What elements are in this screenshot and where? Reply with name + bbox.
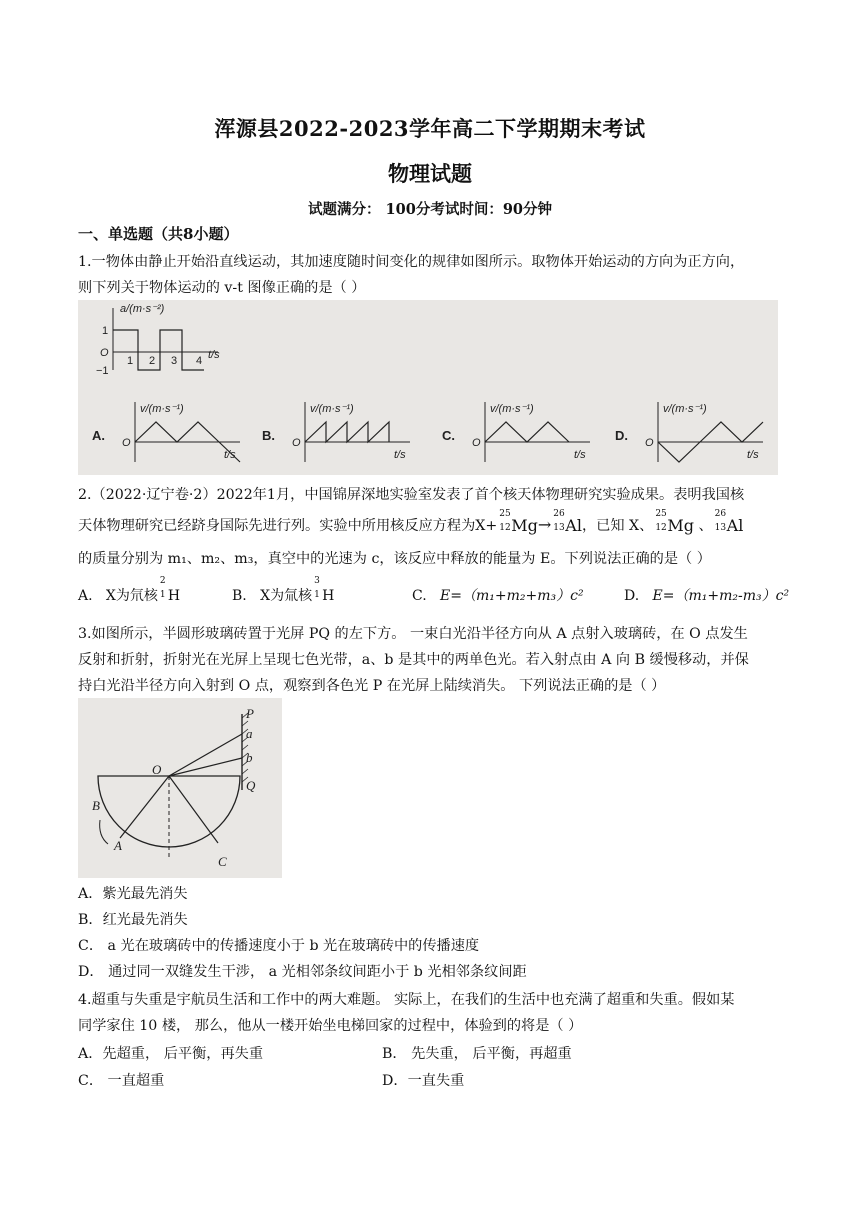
q2-al-symbol: Al <box>565 515 582 535</box>
q2-option-D-label: D. <box>624 588 640 604</box>
q2-option-C[interactable] <box>412 585 584 605</box>
q1-A-v-axis: v/(m·s⁻¹) <box>140 403 184 415</box>
q3-label-C: C <box>218 854 227 869</box>
q1-D-t-axis: t/s <box>747 449 759 461</box>
q2-al-charge: 13 <box>553 522 565 533</box>
q3-label-A: A <box>114 838 122 853</box>
q3-figure <box>78 698 282 878</box>
q2-arrow: → <box>537 515 552 534</box>
q4-option-A[interactable]: A．先超重， 后平衡，再失重 <box>78 1046 264 1062</box>
q2-al2-charge: 13 <box>714 522 727 533</box>
q1-option-B-label: B. <box>262 428 275 443</box>
q2-al2-mass: 26 <box>714 508 727 519</box>
q2-mg2-symbol: Mg <box>667 515 694 535</box>
q3-option-A[interactable]: A．紫光最先消失 <box>78 886 188 902</box>
q1-option-A-label: A. <box>92 428 105 443</box>
q3-diagram <box>78 698 282 878</box>
q1-A-t-axis: t/s <box>224 449 236 461</box>
q2-A-symbol: H <box>167 588 181 604</box>
q3-option-B[interactable]: B．红光最先消失 <box>78 912 188 928</box>
q1-at-tick-1: 1 <box>127 355 134 367</box>
q2-line2-tail: ，已知 X、 <box>581 518 654 534</box>
exam-info: 试题满分： 100分考试时间：90分钟 <box>308 201 552 218</box>
q1-at-graph <box>96 303 220 377</box>
q2-line2-text: 天体物理研究已经跻身国际先进行列。实验中所用核反应方程为X+ <box>78 518 498 534</box>
q3-label-O: O <box>152 762 162 777</box>
q2-al2-symbol: Al <box>726 515 744 535</box>
q1-at-t-label: t/s <box>208 349 220 361</box>
q2-al-mass: 26 <box>553 508 565 519</box>
q2-option-D-text: E=（m₁+m₂-m₃）c² <box>652 588 790 604</box>
q4-option-D[interactable]: D．一直失重 <box>382 1073 465 1089</box>
q3-label-a: a <box>246 726 253 741</box>
q2-stem-line3: 的质量分别为 m₁、m₂、m₃，真空中的光速为 c，该反应中释放的能量为 E。下列说法正确的是（ ） <box>78 551 711 567</box>
q1-option-D-label: D. <box>615 428 628 443</box>
q4-stem-line2: 同学家住 10 楼， 那么，他从一楼开始坐电梯回家的过程中，体验到的将是（ ） <box>78 1018 583 1034</box>
exam-subtitle: 物理试题 <box>388 161 472 186</box>
q2-B-mass: 3 <box>314 576 320 586</box>
q1-D-v-axis: v/(m·s⁻¹) <box>663 403 707 415</box>
q4-stem-line1: 4.超重与失重是宇航员生活和工作中的两大难题。 实际上，在我们的生活中也充满了超重和失重。假如某 <box>78 992 735 1008</box>
q1-at-tick-4: 4 <box>196 355 203 367</box>
q2-mg2-charge: 12 <box>655 522 667 533</box>
q2-option-A[interactable] <box>78 576 181 605</box>
q2-option-B-nuclide <box>314 576 335 604</box>
q1-C-t-axis: t/s <box>574 449 586 461</box>
q2-mg-symbol: Mg <box>511 515 538 535</box>
q1-at-neg-one: −1 <box>96 365 109 377</box>
q3-stem-line3: 持白光沿半径方向入射到 O 点，观察到各色光 P 在光屏上陆续消失。 下列说法正确的是（ ） <box>78 678 666 694</box>
q3-label-P: P <box>246 706 254 721</box>
q3-stem-line2: 反射和折射，折射光在光屏上呈现七色光带，a、b 是其中的两单色光。若入射点由 A 向 B 缓慢移动，并保 <box>78 652 749 668</box>
q1-stem-line1: 1.一物体由静止开始沿直线运动，其加速度随时间变化的规律如图所示。取物体开始运动的方向为正方向， <box>78 254 745 270</box>
q4-option-B[interactable]: B． 先失重， 后平衡，再超重 <box>382 1046 572 1062</box>
q2-B-symbol: H <box>322 588 335 604</box>
q1-C-origin: O <box>472 437 481 449</box>
q2-option-A-text: X为氘核 <box>105 588 158 604</box>
q1-graphs <box>78 300 778 475</box>
q2-stem-line2: 天体物理研究已经跻身国际先进行列。实验中所用核反应方程为X+ 25 12 Mg→ 26 13 Al，已知 X、 25 12 Mg 、 26 13 Al <box>78 515 778 537</box>
q2-mg-mass: 25 <box>499 508 511 519</box>
q2-nuclide-mg <box>499 508 538 537</box>
q3-label-Q: Q <box>246 778 256 793</box>
q3-stem-line1: 3.如图所示，半圆形玻璃砖置于光屏 PQ 的左下方。 一束白光沿半径方向从 A 点射入玻璃砖，在 O 点发生 <box>78 626 748 642</box>
q2-option-B-label: B. <box>232 588 247 604</box>
q2-A-mass: 2 <box>159 576 166 586</box>
q3-label-b: b <box>246 750 253 765</box>
q1-at-tick-2: 2 <box>149 355 156 367</box>
q2-B-charge: 1 <box>314 590 320 600</box>
q1-B-origin: O <box>292 437 301 449</box>
q1-option-C[interactable] <box>442 402 590 462</box>
q2-stem-line1: 2.（2022·辽宁卷·2）2022年1月，中国锦屏深地实验室发表了首个核天体物理研究实验成果。表明我国核 <box>78 487 745 503</box>
q3-label-B: B <box>92 798 100 813</box>
q4-option-C[interactable]: C． 一直超重 <box>78 1073 165 1089</box>
q2-option-B-text: X为氚核 <box>260 588 313 604</box>
q2-mg2-mass: 25 <box>655 508 667 519</box>
q1-at-tick-3: 3 <box>171 355 178 367</box>
q2-option-C-label: C. <box>412 588 427 604</box>
q2-nuclide-al-2 <box>714 508 744 537</box>
q1-option-D[interactable] <box>615 402 763 462</box>
q1-figure <box>78 300 778 475</box>
q1-D-origin: O <box>645 437 654 449</box>
q1-at-origin: O <box>100 347 109 359</box>
q1-A-origin: O <box>122 437 131 449</box>
q2-option-B[interactable] <box>232 576 335 605</box>
q2-option-A-label: A. <box>78 588 93 604</box>
q1-a-axis-label: a/(m·s⁻²) <box>120 303 165 315</box>
q1-B-v-axis: v/(m·s⁻¹) <box>310 403 354 415</box>
q2-option-A-nuclide <box>159 576 181 604</box>
q2-nuclide-mg-2 <box>655 508 694 537</box>
q2-mg-charge: 12 <box>499 522 511 533</box>
q2-option-C-text: E=（m₁+m₂+m₃）c² <box>440 588 584 604</box>
q1-option-C-label: C. <box>442 428 455 443</box>
q2-nuclide-al <box>553 508 582 537</box>
q3-option-C[interactable]: C． a 光在玻璃砖中的传播速度小于 b 光在玻璃砖中的传播速度 <box>78 938 480 954</box>
q1-B-t-axis: t/s <box>394 449 406 461</box>
q2-option-D[interactable] <box>624 585 789 605</box>
q1-C-v-axis: v/(m·s⁻¹) <box>490 403 534 415</box>
q1-option-A[interactable] <box>92 402 240 462</box>
exam-title: 浑源县2022-2023学年高二下学期期末考试 <box>214 116 646 141</box>
q3-option-D[interactable]: D． 通过同一双缝发生干涉， a 光相邻条纹间距小于 b 光相邻条纹间距 <box>78 964 527 980</box>
q1-option-B[interactable] <box>262 402 410 462</box>
q1-at-one: 1 <box>102 325 109 337</box>
q2-A-charge: 1 <box>159 590 166 600</box>
q1-stem-line2: 则下列关于物体运动的 v-t 图像正确的是（ ） <box>78 280 366 296</box>
section-heading: 一、单选题（共8小题） <box>78 225 239 243</box>
